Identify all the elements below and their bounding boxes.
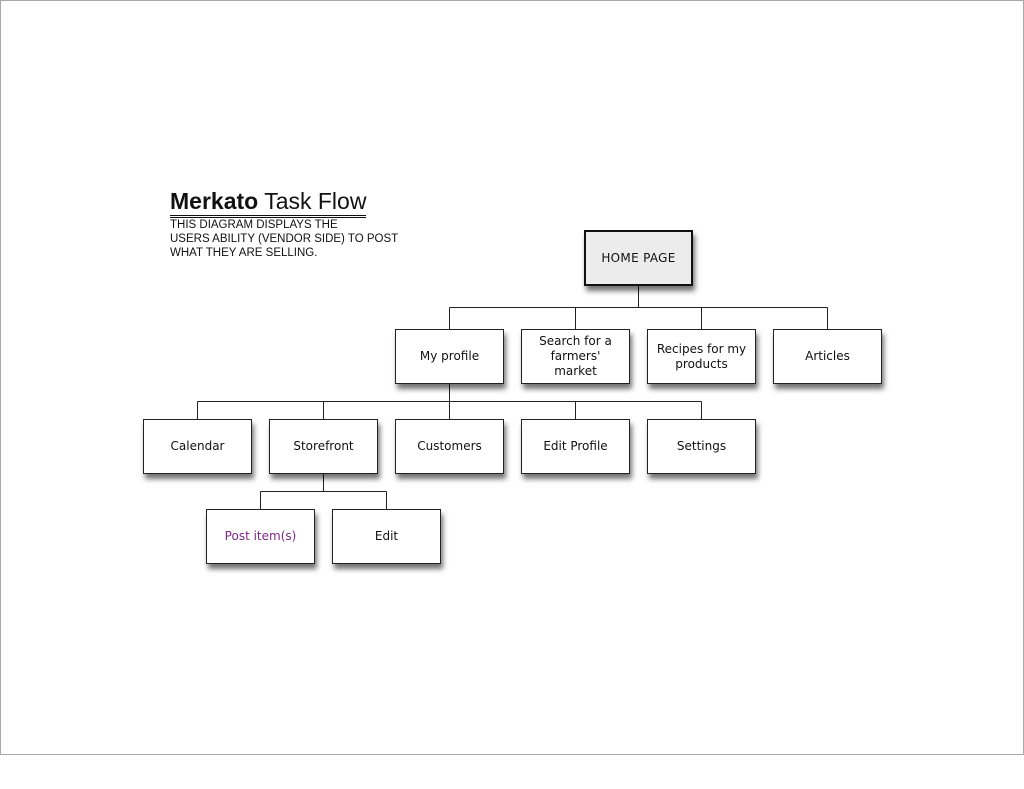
- node-storefront: Storefront: [269, 419, 378, 474]
- node-calendar: Calendar: [143, 419, 252, 474]
- node-post-items: Post item(s): [206, 509, 315, 564]
- node-articles: Articles: [773, 329, 882, 384]
- description-line: USERS ABILITY (VENDOR SIDE) TO POST: [170, 233, 399, 245]
- node-home-page: HOME PAGE: [584, 230, 693, 286]
- node-recipes: Recipes for my products: [647, 329, 756, 384]
- title-rest: Task Flow: [264, 188, 367, 214]
- node-my-profile: My profile: [395, 329, 504, 384]
- node-edit: Edit: [332, 509, 441, 564]
- node-edit-profile: Edit Profile: [521, 419, 630, 474]
- node-customers: Customers: [395, 419, 504, 474]
- title-brand: Merkato: [170, 188, 259, 214]
- node-search-farmers-market: Search for a farmers' market: [521, 329, 630, 384]
- description-line: WHAT THEY ARE SELLING.: [170, 247, 318, 259]
- node-settings: Settings: [647, 419, 756, 474]
- description-line: THIS DIAGRAM DISPLAYS THE: [170, 219, 338, 231]
